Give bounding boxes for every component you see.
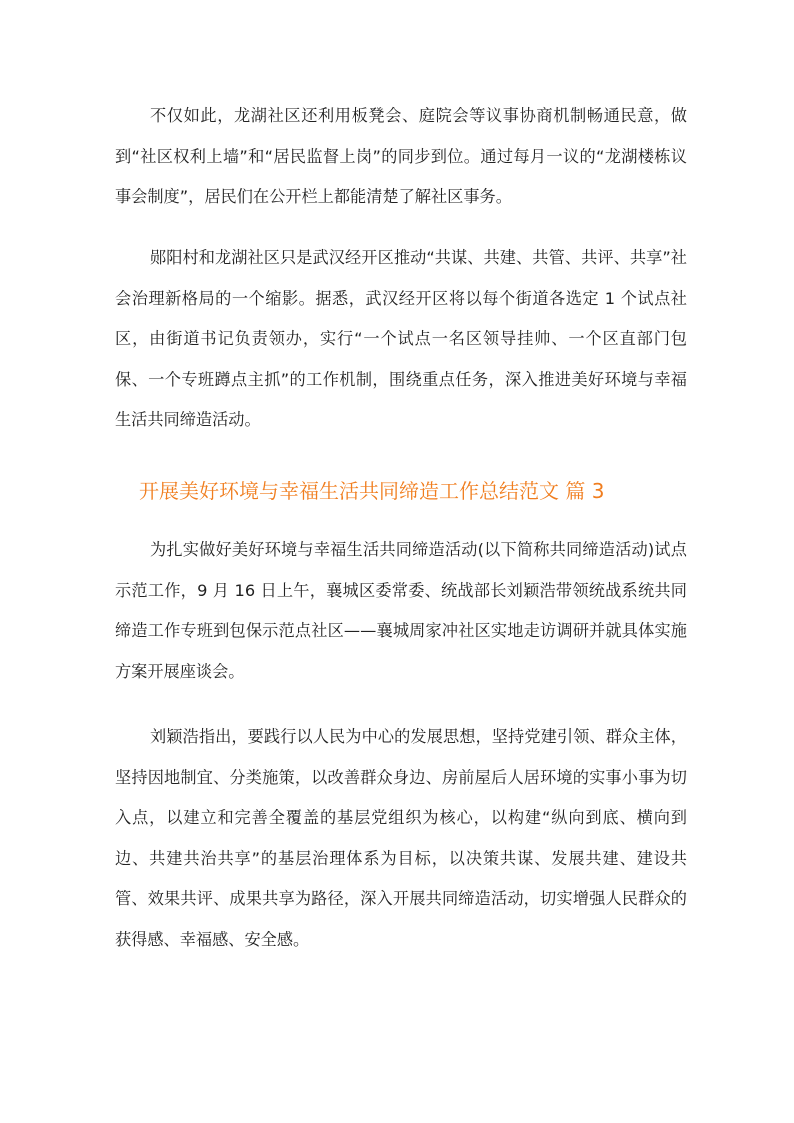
- paragraph-liu-remarks: 刘颖浩指出，要践行以人民为中心的发展思想，坚持党建引领、群众主体，坚持因地制宜、分类施策，以改善群众身边、房前屋后人居环境的实事小事为切入点，以建立和完善全覆盖的基层党组织为核心，以构建“纵向到底、横向到边、共建共治共享”的基层治理体系为目标，以决策共谋、发展共建、建设共管、效果共评、成果共享为路径，深入开展共同缔造活动，切实增强人民群众的获得感、幸福感、安全感。: [115, 727, 687, 949]
- paragraph-governance-pattern: 郧阳村和龙湖社区只是武汉经开区推动“共谋、共建、共管、共评、共享”社会治理新格局的一个缩影。据悉，武汉经开区将以每个街道各选定 1 个试点社区，由街道书记负责领办，实行“一个试点一名区领导挂帅、一个区直部门包保、一个专班蹲点主抓”的工作机制，围绕重点任务，深入推进美好环境与幸福生活共同缔造活动。: [115, 248, 687, 430]
- paragraph-longhu-deliberation: 不仅如此，龙湖社区还利用板凳会、庭院会等议事协商机制畅通民意，做到“社区权利上墙”和“居民监督上岗”的同步到位。通过每月一议的“龙湖楼栋议事会制度”，居民们在公开栏上都能清楚了解社区事务。: [115, 106, 687, 207]
- section-heading: 开展美好环境与幸福生活共同缔造工作总结范文 篇 3: [139, 479, 605, 503]
- paragraph-pilot-visit: 为扎实做好美好环境与幸福生活共同缔造活动(以下简称共同缔造活动)试点示范工作，9 月 16 日上午，襄城区委常委、统战部长刘颖浩带领统战系统共同缔造工作专班到包保示范点社区——襄城周家冲社区实地走访调研并就具体实施方案开展座谈会。: [115, 540, 687, 681]
